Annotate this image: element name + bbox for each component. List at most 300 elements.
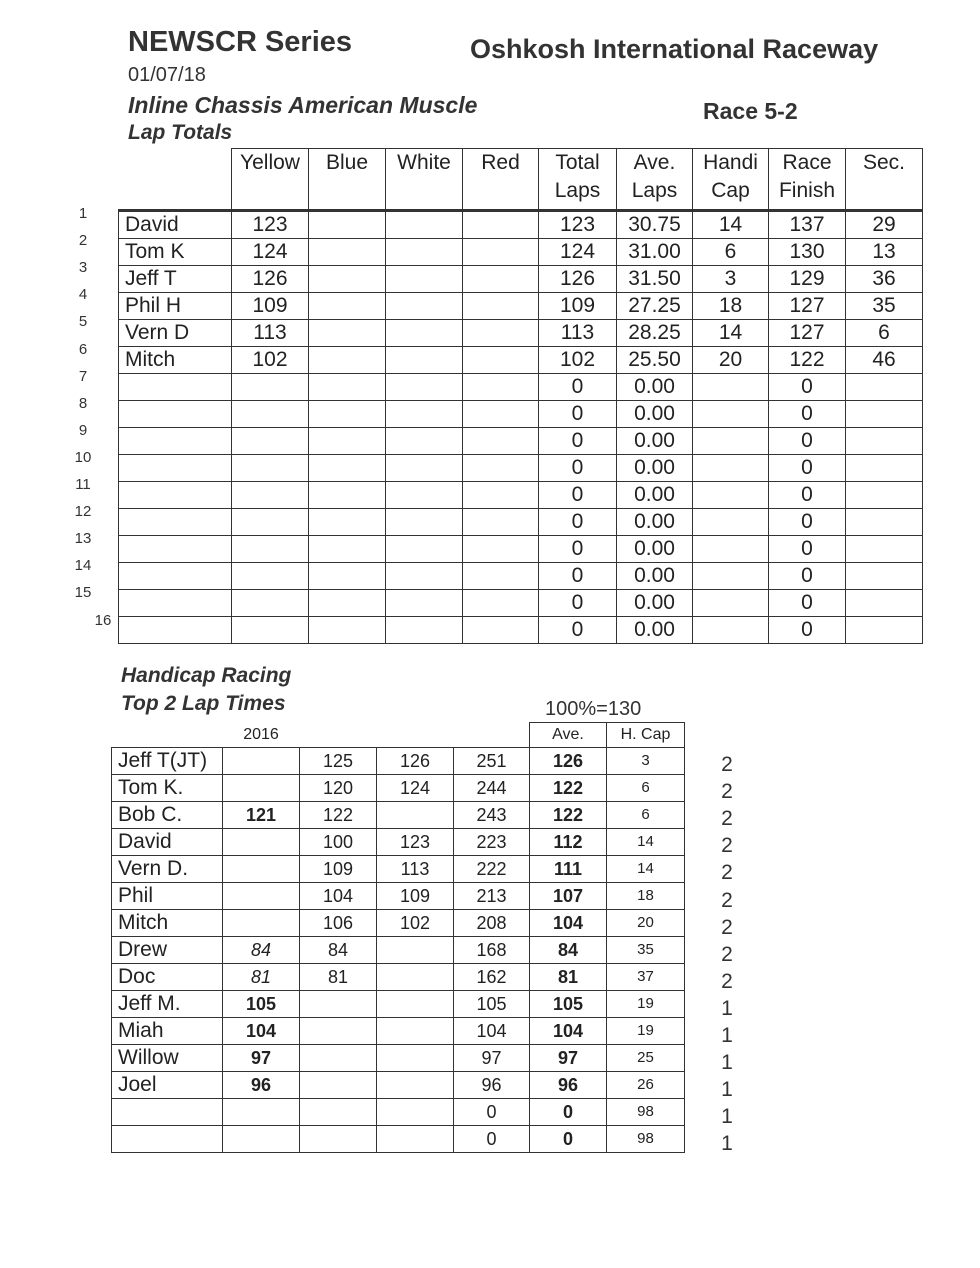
- cell-handicap: [693, 428, 769, 455]
- cell-blue: [309, 374, 386, 401]
- cell-blue: [309, 320, 386, 347]
- cell-y2016: 96: [223, 1072, 300, 1099]
- cell-ave: 0.00: [617, 509, 693, 536]
- handicap-header: [112, 723, 685, 748]
- cell-ave: 0.00: [617, 401, 693, 428]
- row-number: 3: [78, 259, 88, 277]
- cell-ave: 0.00: [617, 617, 693, 644]
- row-number: 11: [75, 476, 91, 493]
- cell-ave: 31.00: [617, 239, 693, 266]
- cell-hcap: 6: [607, 775, 685, 802]
- table-row: [112, 991, 685, 1018]
- cell-finish: 0: [769, 617, 846, 644]
- cell-hcap: 19: [607, 1018, 685, 1045]
- table-row: [119, 617, 923, 644]
- lap-count: 1: [721, 1105, 733, 1129]
- lap-count: 1: [721, 1132, 733, 1156]
- cell-white: [386, 455, 463, 482]
- cell-finish: 127: [769, 293, 846, 320]
- race-number: Race 5-2: [703, 98, 798, 124]
- cell-total: 113: [539, 320, 617, 347]
- cell-handicap: [693, 536, 769, 563]
- cell-blue: [309, 617, 386, 644]
- cell-white: [386, 374, 463, 401]
- driver-name: [112, 1099, 223, 1126]
- cell-total: 123: [539, 211, 617, 239]
- cell-sec: [846, 563, 923, 590]
- cell-ave: 97: [530, 1045, 607, 1072]
- cell-sum: 251: [454, 748, 530, 775]
- cell-ave: 112: [530, 829, 607, 856]
- cell-white: [386, 617, 463, 644]
- cell-t2: 123: [377, 829, 454, 856]
- row-number: 12: [74, 503, 92, 521]
- row-number: 1: [78, 205, 88, 222]
- cell-ave: 122: [530, 802, 607, 829]
- cell-y2016: [223, 775, 300, 802]
- cell-y2016: 84: [223, 937, 300, 964]
- cell-t1: [300, 1045, 377, 1072]
- cell-y2016: [223, 910, 300, 937]
- cell-handicap: [693, 455, 769, 482]
- cell-y2016: [223, 829, 300, 856]
- cell-total: 0: [539, 536, 617, 563]
- table-row: [112, 1045, 685, 1072]
- cell-red: [463, 428, 539, 455]
- driver-name: Willow: [112, 1045, 223, 1072]
- cell-yellow: [232, 590, 309, 617]
- lap-totals-header: [119, 149, 923, 211]
- table-row: [119, 563, 923, 590]
- cell-white: [386, 266, 463, 293]
- driver-name: David: [112, 829, 223, 856]
- cell-finish: 0: [769, 482, 846, 509]
- cell-handicap: [693, 482, 769, 509]
- cell-sec: [846, 401, 923, 428]
- table-row: [119, 266, 923, 293]
- cell-t2: [377, 1126, 454, 1153]
- driver-name: Jeff M.: [112, 991, 223, 1018]
- lap-totals-table: [118, 148, 923, 644]
- cell-finish: 122: [769, 347, 846, 374]
- cell-t1: [300, 991, 377, 1018]
- cell-sec: 29: [846, 211, 923, 239]
- cell-ave: 105: [530, 991, 607, 1018]
- table-row: [112, 1072, 685, 1099]
- cell-yellow: 102: [232, 347, 309, 374]
- cell-handicap: 6: [693, 239, 769, 266]
- cell-y2016: [223, 1099, 300, 1126]
- header-blank: [119, 149, 232, 211]
- cell-red: [463, 509, 539, 536]
- col-red: Red: [463, 149, 539, 211]
- cell-ave: 30.75: [617, 211, 693, 239]
- driver-name: Mitch: [119, 347, 232, 374]
- cell-y2016: 121: [223, 802, 300, 829]
- cell-handicap: [693, 563, 769, 590]
- lap-count: 2: [721, 780, 733, 804]
- cell-finish: 127: [769, 320, 846, 347]
- driver-name: Tom K: [119, 239, 232, 266]
- table-row: [119, 536, 923, 563]
- col-2016: 2016: [243, 725, 279, 743]
- cell-red: [463, 293, 539, 320]
- cell-sec: [846, 617, 923, 644]
- cell-sec: [846, 482, 923, 509]
- cell-red: [463, 536, 539, 563]
- cell-handicap: 3: [693, 266, 769, 293]
- cell-ave: 0.00: [617, 482, 693, 509]
- handicap-title: Handicap Racing: [121, 664, 292, 687]
- table-row: [119, 293, 923, 320]
- driver-name: Tom K.: [112, 775, 223, 802]
- col-total-laps: Total Laps: [539, 149, 617, 211]
- cell-yellow: 126: [232, 266, 309, 293]
- lap-count: 1: [721, 996, 733, 1020]
- cell-total: 0: [539, 374, 617, 401]
- cell-y2016: [223, 1126, 300, 1153]
- cell-total: 102: [539, 347, 617, 374]
- cell-sum: 243: [454, 802, 530, 829]
- race-date: 01/07/18: [128, 64, 206, 86]
- cell-hcap: 14: [607, 856, 685, 883]
- table-row: [112, 1126, 685, 1153]
- cell-total: 0: [539, 482, 617, 509]
- cell-t1: [300, 1018, 377, 1045]
- cell-sum: 168: [454, 937, 530, 964]
- cell-hcap: 37: [607, 964, 685, 991]
- cell-white: [386, 347, 463, 374]
- cell-sec: [846, 455, 923, 482]
- cell-hcap: 98: [607, 1126, 685, 1153]
- cell-blue: [309, 536, 386, 563]
- cell-sec: 6: [846, 320, 923, 347]
- cell-ave: 104: [530, 910, 607, 937]
- driver-name: Bob C.: [112, 802, 223, 829]
- cell-sum: 97: [454, 1045, 530, 1072]
- cell-t1: 122: [300, 802, 377, 829]
- cell-t2: [377, 964, 454, 991]
- driver-name: Mitch: [112, 910, 223, 937]
- lap-count: 2: [721, 888, 733, 912]
- driver-name: Miah: [112, 1018, 223, 1045]
- cell-sec: [846, 374, 923, 401]
- cell-red: [463, 401, 539, 428]
- cell-t1: [300, 1099, 377, 1126]
- cell-ave: 0: [530, 1126, 607, 1153]
- cell-total: 0: [539, 563, 617, 590]
- cell-t2: [377, 1072, 454, 1099]
- cell-finish: 130: [769, 239, 846, 266]
- cell-total: 0: [539, 401, 617, 428]
- driver-name: Joel: [112, 1072, 223, 1099]
- row-number: 6: [78, 340, 88, 358]
- row-number: 7: [78, 367, 88, 385]
- cell-red: [463, 239, 539, 266]
- lap-count: 2: [721, 807, 733, 831]
- cell-sum: 223: [454, 829, 530, 856]
- row-number: 8: [78, 394, 88, 412]
- cell-t2: 126: [377, 748, 454, 775]
- cell-t2: 124: [377, 775, 454, 802]
- cell-blue: [309, 482, 386, 509]
- cell-red: [463, 211, 539, 239]
- driver-name: [119, 428, 232, 455]
- cell-hcap: 18: [607, 883, 685, 910]
- cell-sum: 104: [454, 1018, 530, 1045]
- cell-red: [463, 347, 539, 374]
- cell-ave: 126: [530, 748, 607, 775]
- lap-count: 2: [721, 861, 733, 885]
- cell-blue: [309, 455, 386, 482]
- table-row: [119, 401, 923, 428]
- cell-red: [463, 482, 539, 509]
- cell-white: [386, 563, 463, 590]
- col-sec: Sec.: [846, 149, 923, 211]
- cell-sum: 222: [454, 856, 530, 883]
- cell-t2: [377, 1045, 454, 1072]
- cell-t1: 125: [300, 748, 377, 775]
- cell-yellow: 109: [232, 293, 309, 320]
- cell-handicap: 14: [693, 320, 769, 347]
- cell-sum: 96: [454, 1072, 530, 1099]
- row-number: 9: [78, 421, 88, 439]
- table-row: [119, 455, 923, 482]
- cell-t1: 109: [300, 856, 377, 883]
- venue-title: Oshkosh International Raceway: [470, 34, 879, 64]
- cell-total: 0: [539, 455, 617, 482]
- cell-white: [386, 428, 463, 455]
- cell-ave: 81: [530, 964, 607, 991]
- cell-total: 0: [539, 509, 617, 536]
- cell-ave: 96: [530, 1072, 607, 1099]
- cell-t2: 102: [377, 910, 454, 937]
- cell-total: 109: [539, 293, 617, 320]
- cell-ave: 0.00: [617, 428, 693, 455]
- cell-yellow: 124: [232, 239, 309, 266]
- lap-count: 1: [721, 1078, 733, 1102]
- cell-handicap: 18: [693, 293, 769, 320]
- cell-white: [386, 293, 463, 320]
- cell-t2: [377, 802, 454, 829]
- driver-name: Jeff T: [119, 266, 232, 293]
- driver-name: [119, 455, 232, 482]
- cell-sec: [846, 509, 923, 536]
- cell-t1: 84: [300, 937, 377, 964]
- col-yellow: Yellow: [232, 149, 309, 211]
- row-number: 10: [74, 448, 92, 466]
- cell-y2016: 105: [223, 991, 300, 1018]
- cell-t1: 81: [300, 964, 377, 991]
- lap-count: 2: [721, 834, 733, 858]
- cell-finish: 137: [769, 211, 846, 239]
- driver-name: [119, 590, 232, 617]
- row-number: 4: [78, 286, 88, 304]
- cell-blue: [309, 266, 386, 293]
- handicap-table: [111, 722, 685, 1153]
- cell-white: [386, 401, 463, 428]
- driver-name: Jeff T(JT): [112, 748, 223, 775]
- cell-ave: 0.00: [617, 455, 693, 482]
- row-number: 2: [78, 232, 88, 250]
- cell-ave: 111: [530, 856, 607, 883]
- cell-yellow: [232, 455, 309, 482]
- driver-name: Phil H: [119, 293, 232, 320]
- cell-sec: 13: [846, 239, 923, 266]
- cell-handicap: [693, 374, 769, 401]
- cell-y2016: 104: [223, 1018, 300, 1045]
- cell-sum: 0: [454, 1126, 530, 1153]
- cell-blue: [309, 347, 386, 374]
- header-blank: [454, 723, 530, 748]
- cell-blue: [309, 211, 386, 239]
- cell-t2: 113: [377, 856, 454, 883]
- driver-name: [119, 563, 232, 590]
- row-number: 13: [74, 530, 92, 548]
- cell-blue: [309, 428, 386, 455]
- cell-hcap: 26: [607, 1072, 685, 1099]
- table-row: [112, 775, 685, 802]
- percent-label: 100%=130: [545, 698, 642, 720]
- cell-red: [463, 617, 539, 644]
- cell-yellow: [232, 563, 309, 590]
- cell-t2: [377, 937, 454, 964]
- cell-y2016: 97: [223, 1045, 300, 1072]
- section-title-lap-totals: Lap Totals: [128, 121, 233, 144]
- cell-finish: 0: [769, 455, 846, 482]
- cell-white: [386, 320, 463, 347]
- table-row: [112, 802, 685, 829]
- cell-total: 0: [539, 428, 617, 455]
- cell-yellow: [232, 536, 309, 563]
- row-number: 15: [74, 584, 92, 602]
- driver-name: [119, 617, 232, 644]
- driver-name: David: [119, 211, 232, 239]
- cell-white: [386, 482, 463, 509]
- cell-ave: 122: [530, 775, 607, 802]
- table-row: [112, 1099, 685, 1126]
- cell-white: [386, 509, 463, 536]
- lap-count: 2: [721, 969, 733, 993]
- cell-red: [463, 590, 539, 617]
- cell-white: [386, 211, 463, 239]
- cell-hcap: 14: [607, 829, 685, 856]
- driver-name: Vern D: [119, 320, 232, 347]
- cell-ave: 0.00: [617, 590, 693, 617]
- driver-name: [119, 509, 232, 536]
- col-ave: Ave.: [530, 723, 607, 748]
- cell-yellow: [232, 374, 309, 401]
- table-row: [119, 590, 923, 617]
- cell-handicap: [693, 401, 769, 428]
- cell-finish: 0: [769, 590, 846, 617]
- lap-count: 2: [721, 942, 733, 966]
- table-row: [119, 347, 923, 374]
- cell-yellow: 123: [232, 211, 309, 239]
- table-row: [112, 910, 685, 937]
- cell-t1: 106: [300, 910, 377, 937]
- cell-yellow: [232, 428, 309, 455]
- row-number: 14: [74, 557, 92, 575]
- cell-ave: 25.50: [617, 347, 693, 374]
- cell-yellow: [232, 401, 309, 428]
- table-row: [112, 1018, 685, 1045]
- table-row: [119, 320, 923, 347]
- cell-ave: 31.50: [617, 266, 693, 293]
- cell-red: [463, 266, 539, 293]
- cell-sec: [846, 536, 923, 563]
- cell-hcap: 3: [607, 748, 685, 775]
- cell-blue: [309, 563, 386, 590]
- driver-name: [119, 374, 232, 401]
- cell-white: [386, 536, 463, 563]
- table-row: [119, 428, 923, 455]
- cell-ave: 107: [530, 883, 607, 910]
- cell-ave: 104: [530, 1018, 607, 1045]
- header-blank: [300, 723, 377, 748]
- cell-t2: 109: [377, 883, 454, 910]
- driver-name: Doc: [112, 964, 223, 991]
- col-hcap: H. Cap: [607, 723, 685, 748]
- table-row: [119, 239, 923, 266]
- lap-count: 1: [721, 1024, 733, 1047]
- cell-sec: [846, 590, 923, 617]
- cell-yellow: 113: [232, 320, 309, 347]
- cell-ave: 84: [530, 937, 607, 964]
- cell-y2016: [223, 883, 300, 910]
- cell-t1: 120: [300, 775, 377, 802]
- lap-count: 2: [721, 753, 733, 776]
- cell-ave: 28.25: [617, 320, 693, 347]
- col-ave-laps: Ave. Laps: [617, 149, 693, 211]
- col-handicap: Handi Cap: [693, 149, 769, 211]
- cell-sum: 0: [454, 1099, 530, 1126]
- cell-finish: 0: [769, 509, 846, 536]
- cell-total: 124: [539, 239, 617, 266]
- cell-finish: 129: [769, 266, 846, 293]
- cell-ave: 0.00: [617, 536, 693, 563]
- col-race-finish: Race Finish: [769, 149, 846, 211]
- cell-yellow: [232, 617, 309, 644]
- cell-finish: 0: [769, 428, 846, 455]
- cell-handicap: 14: [693, 211, 769, 239]
- table-row: [119, 482, 923, 509]
- cell-blue: [309, 509, 386, 536]
- cell-hcap: 98: [607, 1099, 685, 1126]
- driver-name: Phil: [112, 883, 223, 910]
- cell-ave: 0.00: [617, 563, 693, 590]
- cell-hcap: 35: [607, 937, 685, 964]
- col-white: White: [386, 149, 463, 211]
- header-blank: [112, 723, 223, 748]
- cell-sum: 213: [454, 883, 530, 910]
- table-row: [112, 964, 685, 991]
- cell-sum: 162: [454, 964, 530, 991]
- cell-sum: 208: [454, 910, 530, 937]
- series-title: NEWSCR Series: [128, 26, 353, 58]
- cell-hcap: 25: [607, 1045, 685, 1072]
- cell-hcap: 20: [607, 910, 685, 937]
- cell-ave: 0.00: [617, 374, 693, 401]
- handicap-subtitle: Top 2 Lap Times: [121, 692, 286, 715]
- cell-red: [463, 320, 539, 347]
- cell-handicap: [693, 590, 769, 617]
- cell-red: [463, 455, 539, 482]
- cell-t1: [300, 1072, 377, 1099]
- cell-white: [386, 239, 463, 266]
- cell-ave: 27.25: [617, 293, 693, 320]
- cell-red: [463, 563, 539, 590]
